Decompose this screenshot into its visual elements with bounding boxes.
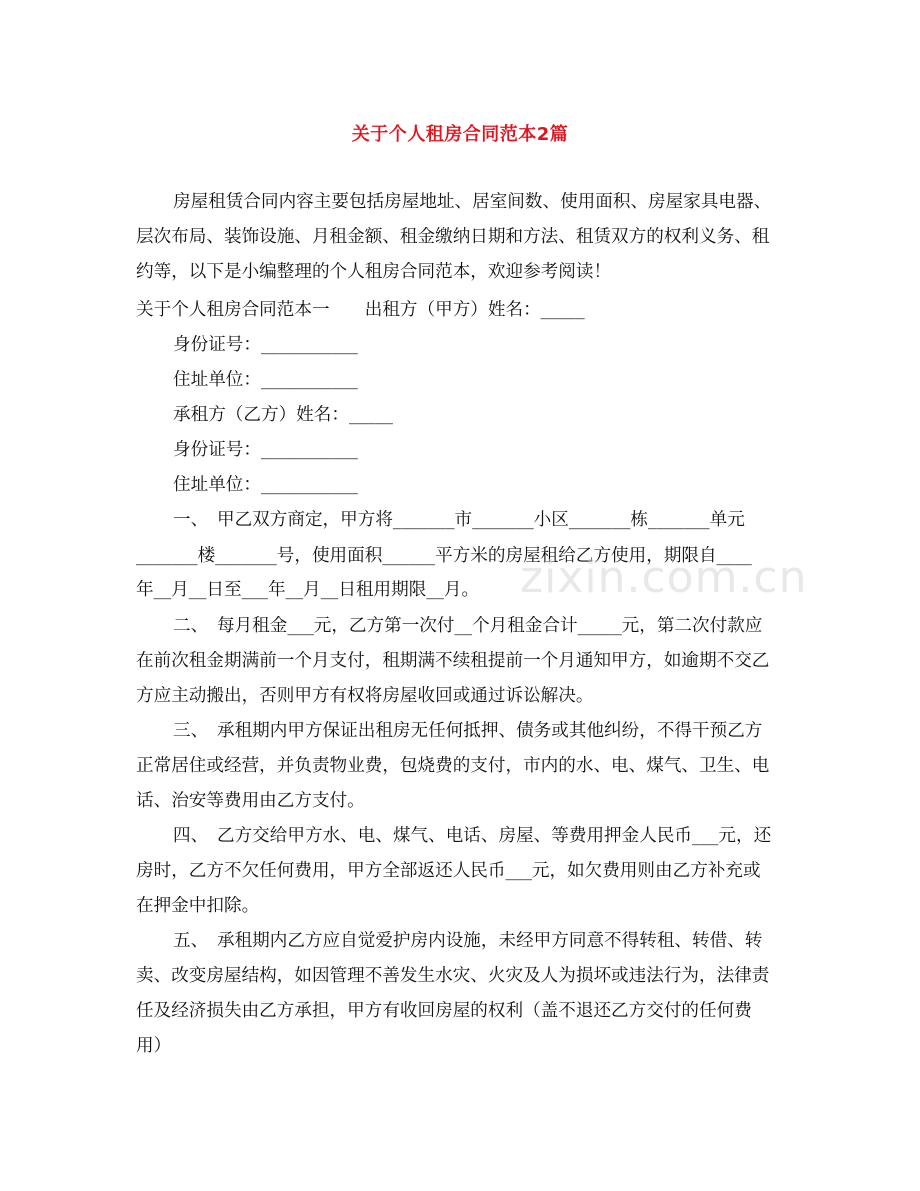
- paragraph-line: 任及经济损失由乙方承担，甲方有收回房屋的权利（盖不退还乙方交付的任何费: [136, 1001, 752, 1021]
- paragraph-line: 承租方（乙方）姓名：_____: [173, 405, 393, 425]
- paragraph-line: 话、治安等费用由乙方支付。: [136, 791, 365, 811]
- document-title: 关于个人租房合同范本2篇: [351, 124, 569, 145]
- paragraph-line: 住址单位：___________: [173, 475, 358, 495]
- paragraph-line: 房时，乙方不欠任何费用，甲方全部返还人民币___元，如欠费用则由乙方补充或: [136, 861, 761, 881]
- paragraph-line: 在前次租金期满前一个月支付，租期满不续租提前一个月通知甲方，如逾期不交乙: [136, 651, 770, 671]
- paragraph-line: 用）: [136, 1036, 172, 1056]
- paragraph-line: 二、 每月租金___元，乙方第一次付__个月租金合计_____元，第二次付款应: [173, 616, 763, 636]
- paragraph-line: 约等，以下是小编整理的个人租房合同范本，欢迎参考阅读！: [136, 262, 612, 282]
- paragraph-line: 在押金中扣除。: [136, 896, 260, 916]
- paragraph-line: 一、 甲乙双方商定，甲方将_______市_______小区_______栋_______单元: [173, 510, 745, 530]
- paragraph-line: 层次布局、装饰设施、月租金额、租金缴纳日期和方法、租赁双方的权利义务、租: [136, 227, 770, 247]
- paragraph-line: 身份证号：___________: [173, 440, 358, 460]
- paragraph-line: 五、 承租期内乙方应自觉爱护房内设施，未经甲方同意不得转租、转借、转: [173, 931, 763, 951]
- paragraph-line: 年__月__日至___年__月__日租用期限__月。: [136, 580, 480, 600]
- paragraph-line: 三、 承租期内甲方保证出租房无任何抵押、债务或其他纠纷，不得干预乙方: [173, 721, 763, 741]
- paragraph-line: 方应主动搬出，否则甲方有权将房屋收回或通过诉讼解决。: [136, 686, 594, 706]
- paragraph-line: 卖、改变房屋结构，如因管理不善发生水灾、火灾及人为损坏或违法行为，法律责: [136, 966, 770, 986]
- paragraph-line: 正常居住或经营，并负责物业费，包烧费的支付，市内的水、电、煤气、卫生、电: [136, 756, 770, 776]
- paragraph-line: 关于个人租房合同范本一 出租方（甲方）姓名：_____: [136, 300, 585, 320]
- paragraph-line: 身份证号：___________: [173, 335, 358, 355]
- watermark: zixin.com.cn: [520, 552, 808, 603]
- paragraph-line: 四、 乙方交给甲方水、电、煤气、电话、房屋、等费用押金人民币___元，还: [173, 826, 772, 846]
- paragraph-line: _______楼_______号，使用面积______平方米的房屋租给乙方使用，期限自____: [136, 546, 752, 566]
- paragraph-line: 房屋租赁合同内容主要包括房屋地址、居室间数、使用面积、房屋家具电器、: [173, 192, 772, 212]
- paragraph-line: 住址单位：___________: [173, 370, 358, 390]
